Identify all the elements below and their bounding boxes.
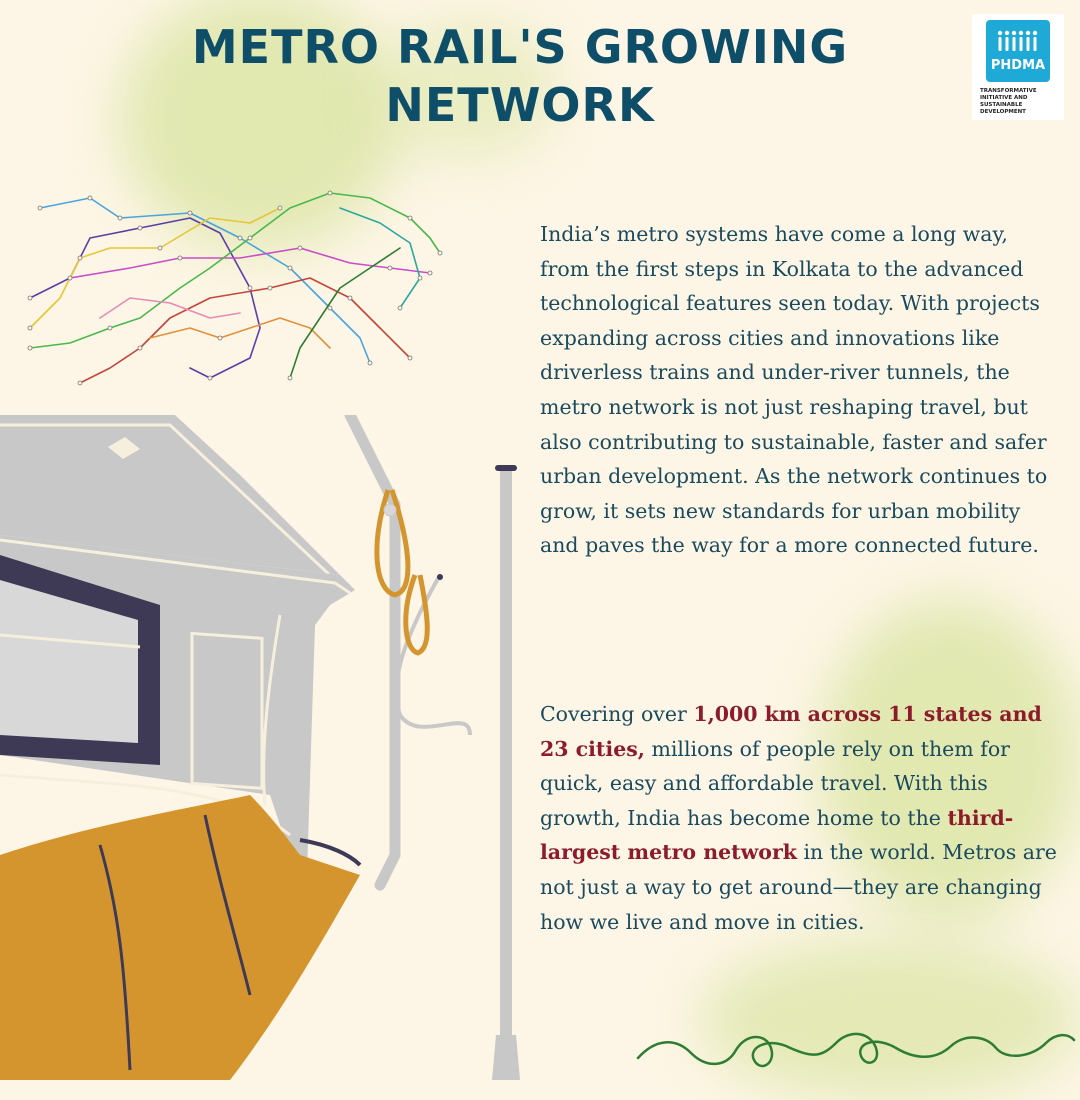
logo-tagline: TRANSFORMATIVE INITIATIVE AND SUSTAINABLE DEVELOPMENT [980,88,1037,115]
map-line-pink [100,298,240,318]
page-title: METRO RAIL'S GROWING NETWORK [191,20,849,132]
map-line-yellow [30,208,280,328]
train-interior-illustration [0,415,540,1080]
logo-name: PHDMA [990,58,1046,73]
stats-text-2: millions of people rely on them for quick, easy and affordable travel. With this growth, India has become home to the [540,736,1010,830]
logo-bars-icon [996,30,1040,60]
phdma-logo-icon [986,20,1050,82]
map-line-green [30,193,440,348]
stats-text-3: in the world. Metros are not just a way to get around—they are changing how we live and move in cities. [540,840,1057,934]
metro-map-illustration [10,178,470,398]
grab-pole [500,467,512,1037]
map-line-magenta [70,248,430,278]
map-line-teal [340,208,420,308]
stats-text-1: Covering over [540,702,694,726]
strap-handle-icon-2 [406,575,427,653]
pole-base [492,1035,520,1080]
map-line-purple [30,218,260,378]
strap-rail [350,415,395,885]
intro-paragraph: India’s metro systems have come a long way, from the first steps in Kolkata to the advanced technological features seen today. With projects expanding across cities and innovations like driverless trains and under-river tunnels, the metro network is not just reshaping travel, but also contributing to sustainable, faster and safer urban development. As the network continues to grow, it sets new standards for urban mobility and paves the way for a more connected future. [540,222,1048,558]
phdma-logo [972,14,1064,120]
stats-highlight-rank: third-largest metro network [540,805,1014,865]
stats-paragraph [540,697,1060,939]
stats-highlight-coverage: 1,000 km across 11 states and 23 cities, [540,702,1042,761]
squiggle-decoration [636,1018,1076,1078]
